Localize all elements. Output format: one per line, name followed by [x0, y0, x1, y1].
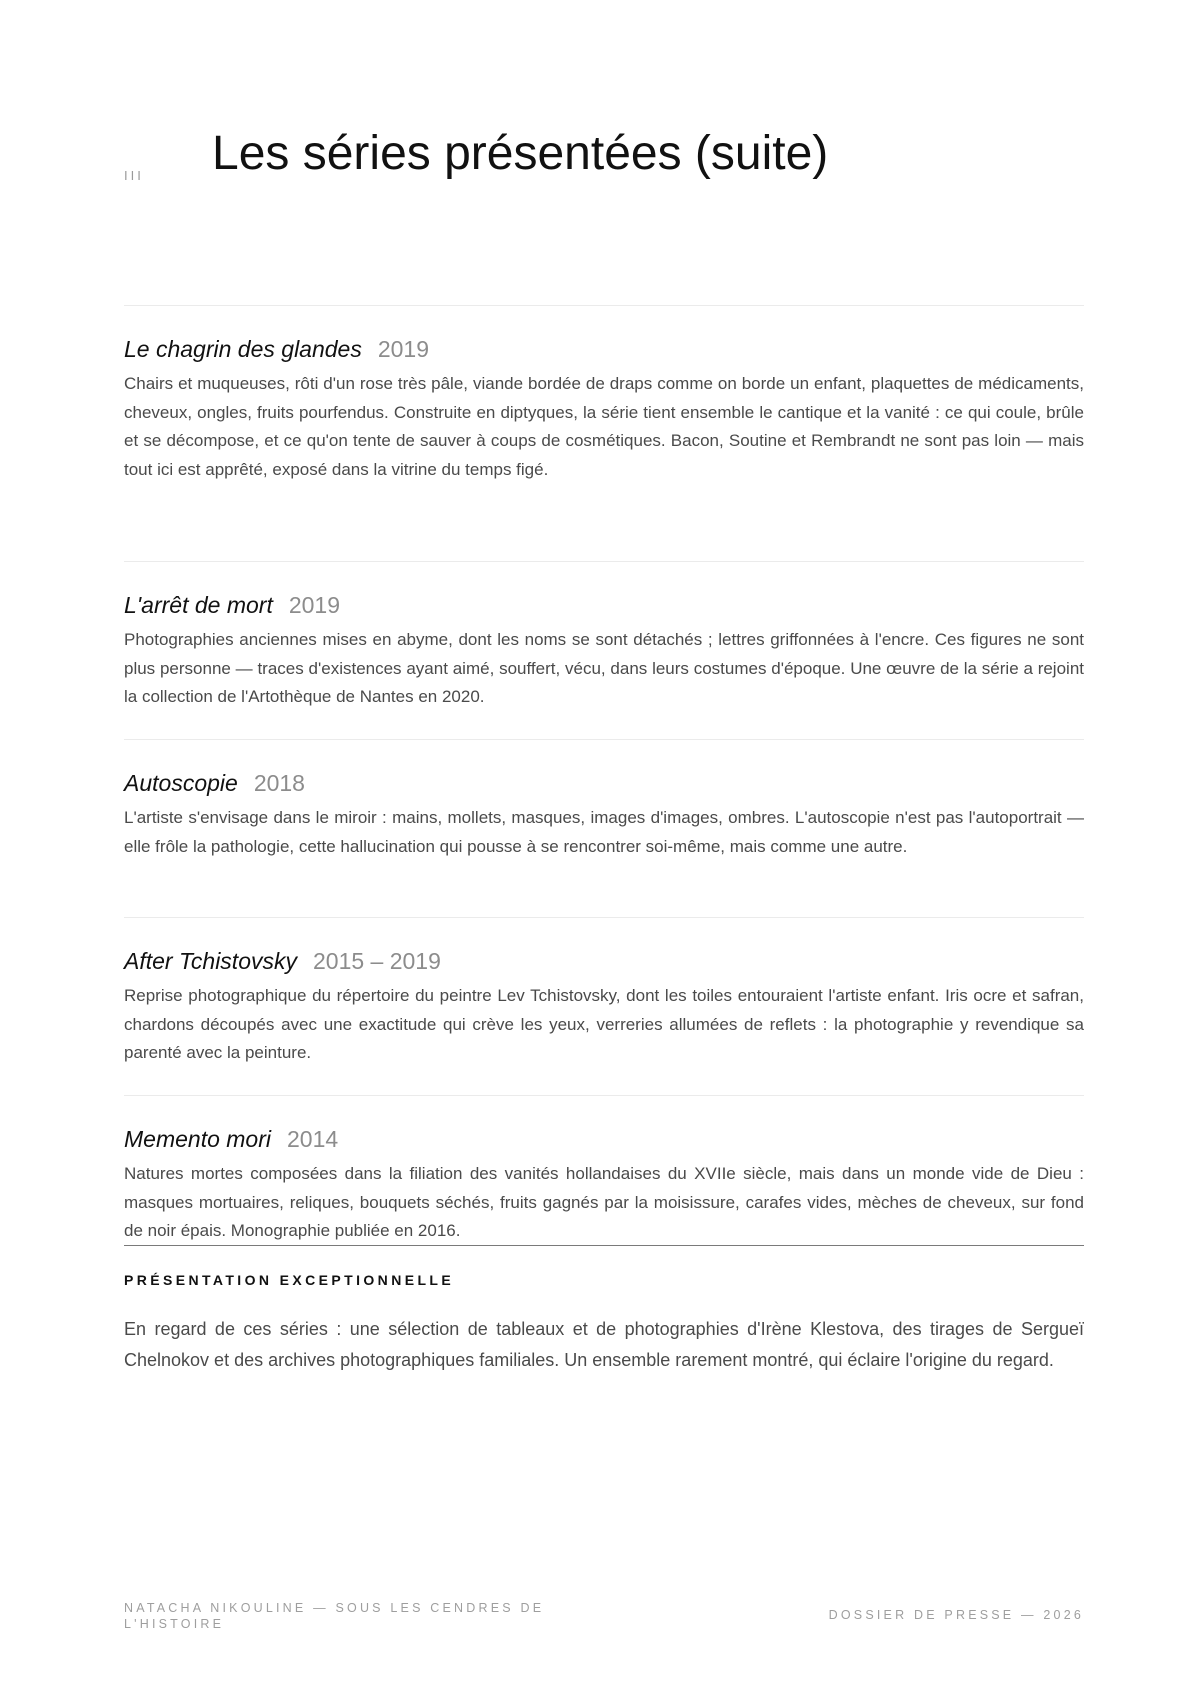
- series-heading: [124, 1124, 1084, 1154]
- series-entry: [124, 739, 1084, 917]
- page-header: [124, 118, 1084, 198]
- section-number: III: [124, 168, 144, 183]
- series-heading: [124, 590, 1084, 620]
- series-description: L'artiste s'envisage dans le miroir : mains, mollets, masques, images d'images, ombres. L'autoscopie n'est pas l'autoportrait — elle frôle la pathologie, cette hallucination qui pousse à se rencontrer soi-même, mais comme une autre.: [124, 808, 1084, 856]
- series-title: Memento mori: [124, 1126, 271, 1152]
- series-year: 2018: [253, 770, 305, 796]
- series-heading: [124, 334, 1084, 364]
- series-description: Photographies anciennes mises en abyme, dont les noms se sont détachés ; lettres griffonnées à l'encre. Ces figures ne sont plus personne — traces d'existences ayant aimé, souffert, vécu, dans leurs costumes d'époque. Une œuvre de la série a rejoint la collection de l'Artothèque de Nantes en 2020.: [124, 630, 1084, 706]
- series-list: [124, 305, 1084, 1264]
- series-year: 2015 – 2019: [312, 948, 441, 974]
- footer-author-title: NATACHA NIKOULINE — SOUS LES CENDRES DE L'HISTOIRE: [124, 1601, 545, 1631]
- series-title: Autoscopie: [124, 770, 238, 796]
- series-year: 2014: [286, 1126, 339, 1152]
- series-description: Chairs et muqueuses, rôti d'un rose très pâle, viande bordée de draps comme on borde un enfant, plaquettes de médicaments, cheveux, ongles, fruits pourfendus. Construite en diptyques, la série tient ensemble le cantique et la vanité : ce qui coule, brûle et se décompose, et ce qu'on tente de sauver à coups de cosmétiques. Bacon, Soutine et Rembrandt ne sont pas loin — mais tout ici est apprêté, exposé dans la vitrine du temps figé.: [124, 374, 1084, 479]
- exceptional-label: PRÉSENTATION EXCEPTIONNELLE: [124, 1272, 455, 1288]
- series-description: Reprise photographique du répertoire du peintre Lev Tchistovsky, dont les toiles entouraient l'artiste enfant. Iris ocre et safran, chardons découpés avec une exactitude qui crève les yeux, verreries allumées de reflets : la photographie y revendique sa parenté avec la peinture.: [124, 986, 1084, 1062]
- series-year: 2019: [377, 336, 430, 362]
- series-year: 2019: [288, 592, 341, 618]
- series-entry: [124, 561, 1084, 739]
- series-heading: [124, 946, 1084, 976]
- series-title: Le chagrin des glandes: [124, 336, 362, 362]
- page-title: Les séries présentées (suite): [212, 127, 829, 180]
- series-title: After Tchistovsky: [124, 948, 297, 974]
- series-heading: [124, 768, 1084, 798]
- exceptional-text: En regard de ces séries : une sélection de tableaux et de photographies d'Irène Klestova, des tirages de Sergueï Chelnokov et des archives photographiques familiales. Un ensemble rarement montré, qui éclaire l'origine du regard.: [124, 1319, 1084, 1370]
- series-entry: [124, 1095, 1084, 1264]
- series-description: Natures mortes composées dans la filiation des vanités hollandaises du XVIIe siècle, mais dans un monde vide de Dieu : masques mortuaires, reliques, bouquets séchés, fruits gagnés par la moisissure, carafes vides, mèches de cheveux, sur fond de noir épais. Monographie publiée en 2016.: [124, 1164, 1084, 1240]
- series-entry: [124, 917, 1084, 1095]
- section-divider: [124, 1245, 1084, 1246]
- footer-press-kit: DOSSIER DE PRESSE — 2026: [828, 1608, 1084, 1622]
- series-entry: [124, 305, 1084, 513]
- series-title: L'arrêt de mort: [124, 592, 273, 618]
